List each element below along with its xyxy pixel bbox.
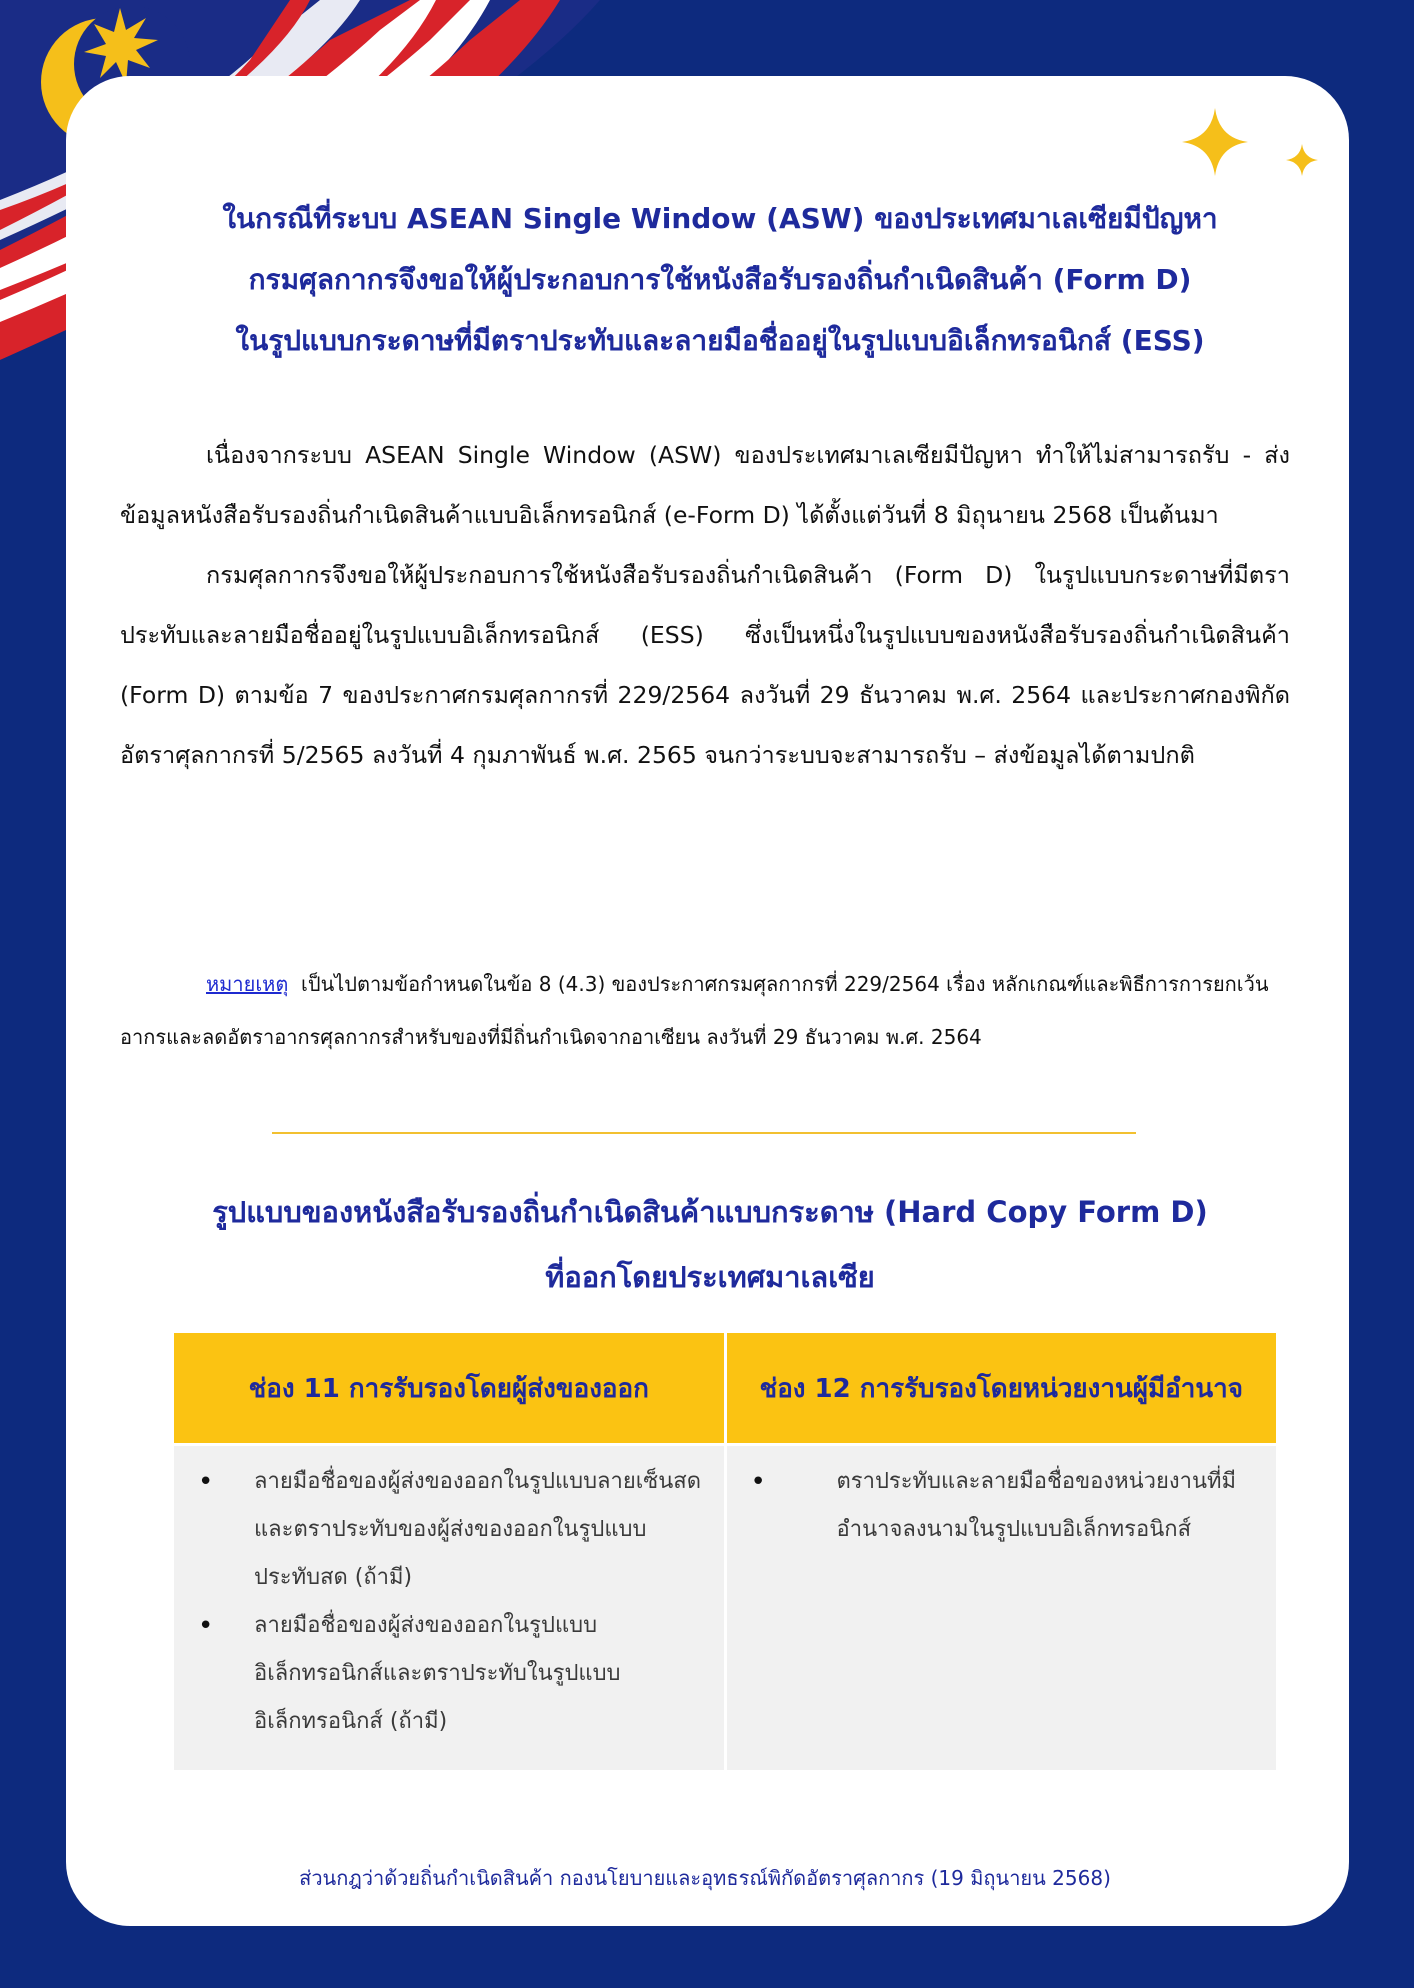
form-d-table [174,1333,1276,1770]
headline-line-2: กรมศุลกากรจึงขอให้ผู้ประกอบการใช้หนังสือรับรองถิ่นกำเนิดสินค้า (Form D) [248,263,1192,296]
list-item: • ตราประทับและลายมือชื่อของหน่วยงานที่มีอำนาจลงนามในรูปแบบอิเล็กทรอนิกส์ [751,1458,1259,1554]
section-title [160,1180,1260,1310]
list-item: • ลายมือชื่อของผู้ส่งของออกในรูปแบบอิเล็กทรอนิกส์และตราประทับในรูปแบบอิเล็กทรอนิกส์ (ถ้ามี) [198,1602,706,1746]
table-header-col12: ช่อง 12 การรับรองโดยหน่วยงานผู้มีอำนาจ [725,1333,1276,1445]
footer-text: ส่วนกฎว่าด้วยถิ่นกำเนิดสินค้า กองนโยบายและอุทธรณ์พิกัดอัตราศุลกากร (19 มิถุนายน 2568) [299,1866,1111,1890]
note-label[interactable]: หมายเหตุ [206,972,289,996]
body-paragraph-2: กรมศุลกากรจึงขอให้ผู้ประกอบการใช้หนังสือรับรองถิ่นกำเนิดสินค้า (Form D) ในรูปแบบกระดาษที่มีตราประทับและลายมือชื่ออยู่ในรูปแบบอิเล็กทรอนิกส์ (ESS) ซึ่งเป็นหนึ่งในรูปแบบของหนังสือรับรองถิ่นกำเนิดสินค้า (Form D) ตามข้อ 7 ของประกาศกรมศุลกากรที่ 229/2564 ลงวันที่ 29 ธันวาคม พ.ศ. 2564 และประกาศกองพิกัดอัตราศุลกากรที่ 5/2565 ลงวันที่ 4 กุมภาพันธ์ พ.ศ. 2565 จนกว่าระบบจะสามารถรับ – ส่งข้อมูลได้ตามปกติ [120,561,1290,769]
headline-line-1: ในกรณีที่ระบบ ASEAN Single Window (ASW) ของประเทศมาเลเซียมีปัญหา [222,202,1218,235]
table-cell-col11 [174,1445,725,1771]
body-paragraph-1: เนื่องจากระบบ ASEAN Single Window (ASW) ของประเทศมาเลเซียมีปัญหา ทำให้ไม่สามารถรับ - ส่งข้อมูลหนังสือรับรองถิ่นกำเนิดสินค้าแบบอิเล็กทรอนิกส์ (e-Form D) ได้ตั้งแต่วันที่ 8 มิถุนายน 2568 เป็นต้นมา [120,441,1290,529]
table-header-col11: ช่อง 11 การรับรองโดยผู้ส่งของออก [174,1333,725,1445]
sparkle-icon [1170,100,1330,190]
list-item: • ลายมือชื่อของผู้ส่งของออกในรูปแบบลายเซ็นสดและตราประทับของผู้ส่งของออกในรูปแบบประทับสด (ถ้ามี) [198,1458,706,1602]
headline-line-3: ในรูปแบบกระดาษที่มีตราประทับและลายมือชื่ออยู่ในรูปแบบอิเล็กทรอนิกส์ (ESS) [235,324,1205,357]
body-text [120,425,1290,785]
note-text: เป็นไปตามข้อกำหนดในข้อ 8 (4.3) ของประกาศกรมศุลกากรที่ 229/2564 เรื่อง หลักเกณฑ์และพิธีการการยกเว้นอากรและลดอัตราอากรศุลกากรสำหรับของที่มีถิ่นกำเนิดจากอาเซียน ลงวันที่ 29 ธันวาคม พ.ศ. 2564 [120,972,1269,1049]
table-cell-col12 [725,1445,1276,1771]
col11-list [198,1458,706,1746]
col12-list [751,1458,1259,1554]
section-title-line-2: ที่ออกโดยประเทศมาเลเซีย [545,1260,875,1294]
section-title-line-1: รูปแบบของหนังสือรับรองถิ่นกำเนิดสินค้าแบบกระดาษ (Hard Copy Form D) [212,1195,1208,1229]
note [120,958,1290,1064]
section-divider [272,1132,1136,1134]
headline [180,188,1260,371]
